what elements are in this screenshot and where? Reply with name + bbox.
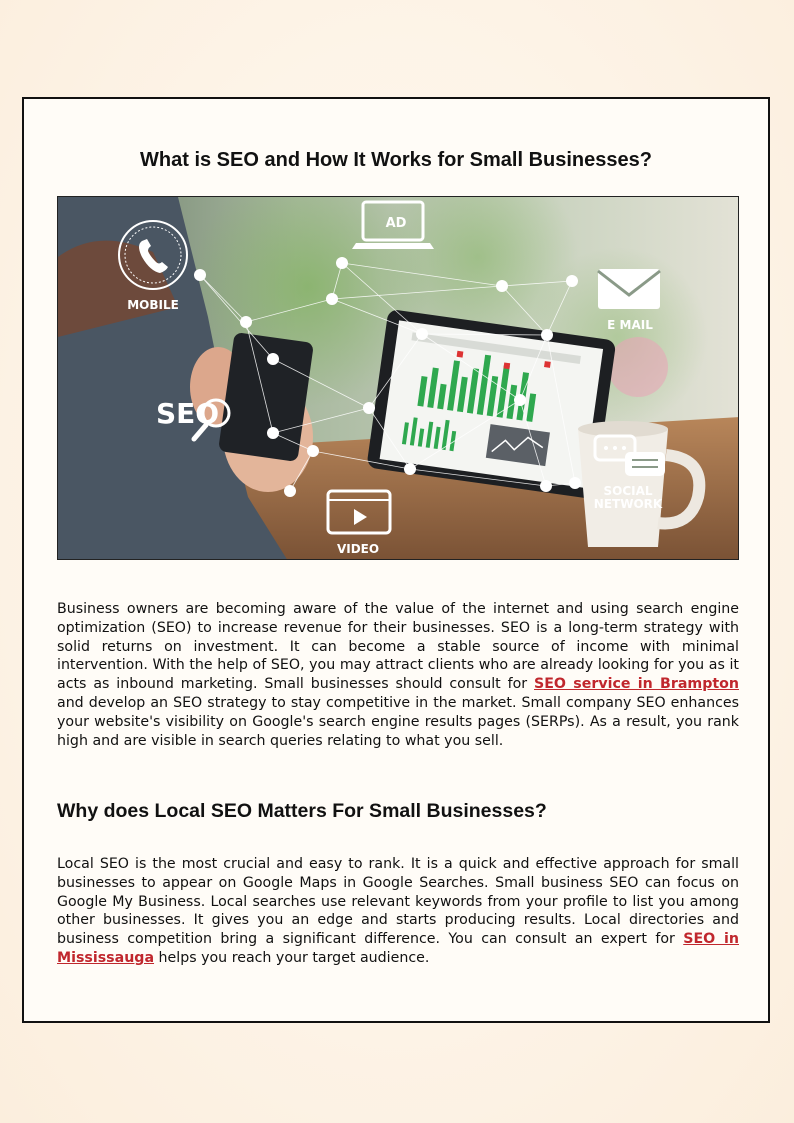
seo-mississauga-link[interactable]: SEO in Mississauga — [57, 931, 739, 966]
paragraph1-text-end: and develop an SEO strategy to stay competitive in the market. Small company SEO enhances your website's visibility on Google's search engine results pages (SERPs). As a result, you rank high and are visible in search queries relating to what you sell. — [57, 694, 739, 749]
ad-label: AD — [385, 216, 407, 231]
seo-label: SEO — [156, 397, 220, 430]
document-frame — [22, 97, 770, 1023]
video-label: VIDEO — [336, 542, 380, 556]
section-heading: Why does Local SEO Matters For Small Businesses? — [57, 800, 547, 822]
mobile-label: MOBILE — [127, 298, 179, 312]
paragraph-local-seo — [57, 855, 739, 968]
paragraph1-text: Business owners are becoming aware of the value of the internet and using search engine optimization (SEO) to increase revenue for their businesses. SEO is a long-term strategy with solid returns on investment. It can become a stable source of income with minimal intervention. With the help of SEO, you may attract clients who are already looking for you as it acts as inbound marketing. Small businesses should consult for — [57, 601, 739, 693]
hero-image — [57, 196, 739, 560]
paragraph2-text-end: helps you reach your target audience. — [154, 949, 430, 966]
seo-service-brampton-link[interactable]: SEO service in Brampton — [534, 676, 739, 693]
page-title: What is SEO and How It Works for Small Businesses? — [140, 149, 652, 171]
paragraph-seo-intro — [57, 600, 739, 750]
social-label-1: SOCIAL — [603, 484, 653, 498]
social-label-2: NETWORK — [593, 497, 663, 511]
email-icon — [598, 269, 660, 332]
email-label: E MAIL — [607, 318, 653, 332]
paragraph2-text: Local SEO is the most crucial and easy to rank. It is a quick and effective approach for small businesses to appear on Google Maps in Google Searches. Small business SEO can focus on Google My Business. Local searches use relevant keywords from your profile to list you among other businesses. It gives you an edge and starts producing results. Local directories and business competition bring a significant difference. You can consult an expert for — [57, 856, 739, 948]
